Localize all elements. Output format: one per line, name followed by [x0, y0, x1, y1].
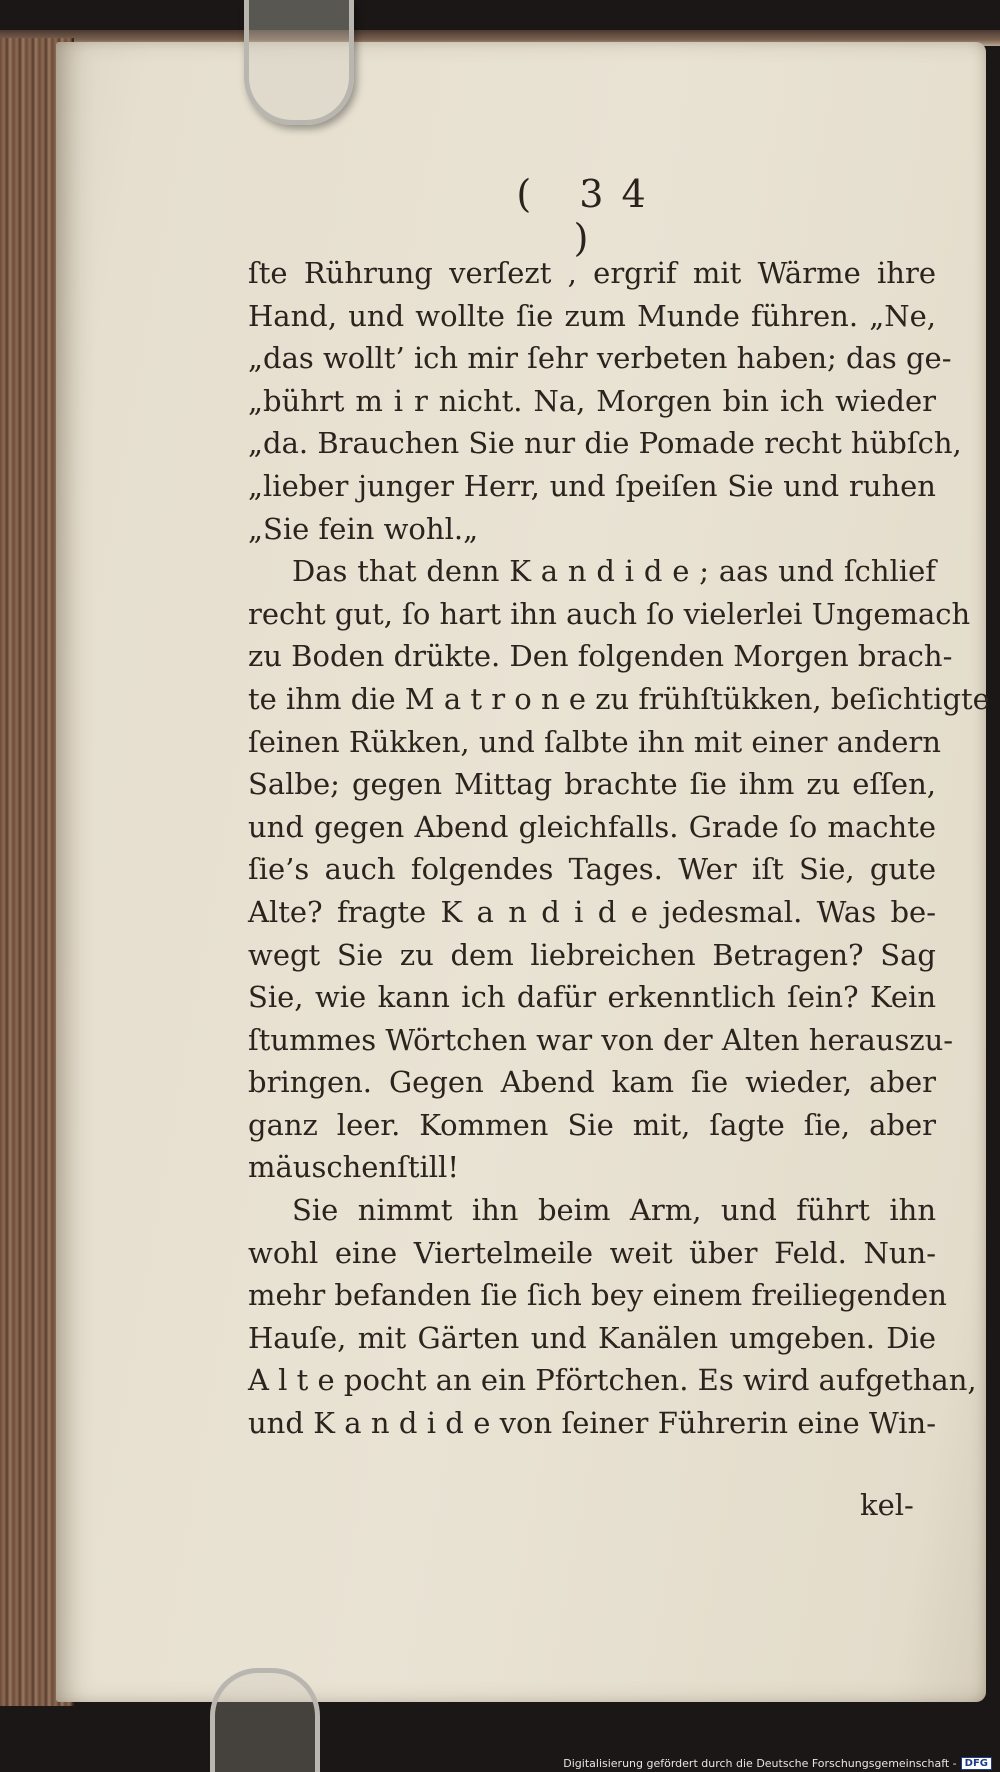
text-line: ſie’s auch folgendes Tages. Wer iſt Sie, gute — [248, 852, 936, 887]
text-line: zu Boden drükte. Den folgenden Morgen brach- — [248, 639, 953, 674]
paper-clip-bottom — [210, 1668, 320, 1772]
text-line: wohl eine Viertelmeile weit über Feld. Nun- — [248, 1235, 936, 1270]
text-line: Sie nimmt ihn beim Arm, und führt ihn — [292, 1193, 936, 1228]
text-line: Sie, wie kann ich dafür erkenntlich ſein? Kein — [248, 980, 936, 1015]
text-line: „das wollt’ ich mir ſehr verbeten haben; das ge- — [248, 341, 952, 376]
text-line: te ihm die M a t r o n e zu frühſtükken, beſichtigte — [248, 681, 990, 716]
text-line: „lieber junger Herr, und ſpeiſen Sie und ruhen — [248, 468, 936, 503]
text-line: bringen. Gegen Abend kam ſie wieder, aber — [248, 1065, 936, 1100]
text-line: ſtummes Wörtchen war von der Alten herauszu- — [248, 1022, 954, 1057]
catchword: kel- — [860, 1488, 914, 1522]
digitization-credit — [563, 1757, 992, 1770]
text-line: ſeinen Rükken, und ſalbte ihn mit einer andern — [248, 724, 941, 759]
text-line: recht gut, ſo hart ihn auch ſo vielerlei Ungemach — [248, 596, 971, 631]
text-line: A l t e pocht an ein Pförtchen. Es wird aufgethan, — [248, 1363, 977, 1398]
text-line: Alte? fragte K a n d i d e jedesmal. Was be- — [248, 894, 936, 929]
text-line: ganz leer. Kommen Sie mit, ſagte ſie, aber — [248, 1107, 936, 1142]
text-line: mehr befanden ſie ſich bey einem freiliegenden — [248, 1278, 947, 1313]
credit-text: Digitalisierung gefördert durch die Deutsche Forschungsgemeinschaft - — [563, 1757, 957, 1770]
text-line: ſte Rührung verſezt , ergrif mit Wärme ihre — [248, 256, 936, 290]
text-line: und K a n d i d e von ſeiner Führerin eine Win- — [248, 1406, 936, 1441]
text-line: „bührt m i r nicht. Na, Morgen bin ich wieder — [248, 383, 936, 418]
text-line: Hand, und wollte ſie zum Munde führen. „Ne, — [248, 298, 936, 333]
page-number: ( 34 ) — [516, 172, 664, 260]
text-line: Das that denn K a n d i d e ; aas und ſchlief — [292, 554, 936, 589]
text-line: Salbe; gegen Mittag brachte ſie ihm zu eſſen, — [248, 767, 936, 802]
body-text — [248, 252, 990, 1445]
paper-clip-top — [244, 0, 354, 125]
dfg-logo-icon: DFG — [961, 1757, 992, 1770]
text-line: „da. Brauchen Sie nur die Pomade recht hübſch, — [248, 426, 962, 461]
text-line: mäuschenſtill! — [248, 1150, 459, 1185]
text-line: Hauſe, mit Gärten und Kanälen umgeben. Die — [248, 1320, 936, 1355]
text-line: und gegen Abend gleichfalls. Grade ſo machte — [248, 809, 936, 844]
text-line: wegt Sie zu dem liebreichen Betragen? Sag — [248, 937, 936, 972]
text-line: „Sie fein wohl.„ — [248, 511, 479, 546]
